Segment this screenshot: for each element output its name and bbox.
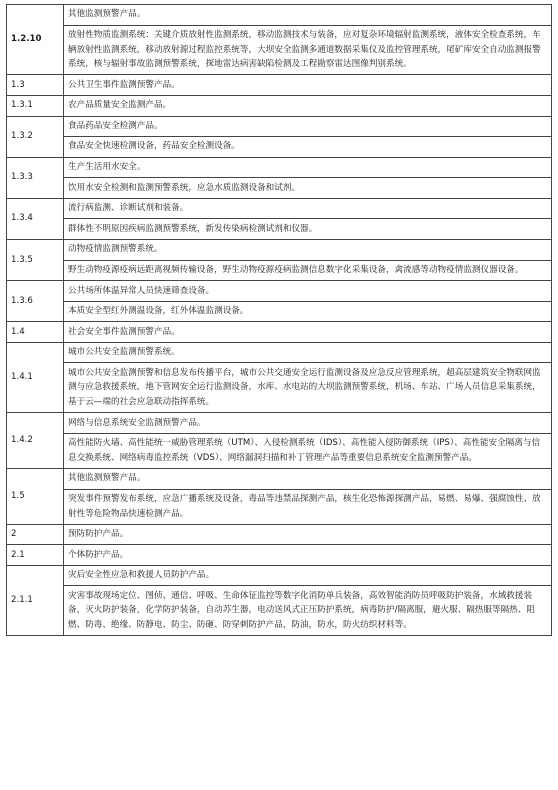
category-detail-cell: 放射性物质监测系统：关键介质放射性监测系统，移动监测技术与装备，应对复杂环境辐射监测系统，液体安全检查系统，车辆放射性监测系统，移动放射源过程监控系统等，大坝安全监测多通道数据采集仪及监控管理系统，尾矿库安全自动监测报警系统，核与辐射事故监测预警系统，探地雷达病害缺陷检测及工程勘察雷达图像判别系统。 — [64, 25, 552, 75]
table-row — [7, 565, 552, 586]
category-code-cell: 1.3 — [7, 75, 64, 96]
category-code-cell: 2 — [7, 524, 64, 545]
category-title-cell: 其他监测预警产品。 — [64, 468, 552, 489]
table-row — [7, 178, 552, 199]
table-row — [7, 433, 552, 468]
table-row — [7, 116, 552, 137]
category-title-cell: 灾后安全性应急和救援人员防护产品。 — [64, 565, 552, 586]
category-title-cell: 动物疫情监测预警系统。 — [64, 239, 552, 260]
category-detail-cell: 灾害事故现场定位、图侦、通信、呼吸、生命体征监控等数字化消防单兵装备，高效智能消防员呼吸防护装备，水域救援装备，灭火防护装备，化学防护装备，自动苏生器，电动送风式正压防护系统，病毒防护/隔离服，避火服、隔热服等隔热、阻燃、防毒、绝缘、防静电、防尘、防砸、防穿刺防护产品，防油，防水，防火纺织材料等。 — [64, 586, 552, 636]
category-detail-cell: 野生动物疫源疫病远距离视频传输设备，野生动物疫源疫病监测信息数字化采集设备，禽流感等动物疫情监测仪器设备。 — [64, 260, 552, 281]
table-row — [7, 137, 552, 158]
category-code-cell: 1.3.6 — [7, 281, 64, 322]
category-title-cell: 流行病监测、诊断试剂和装备。 — [64, 198, 552, 219]
category-code-cell: 1.4 — [7, 322, 64, 343]
category-detail-cell: 食品安全快速检测设备，药品安全检测设备。 — [64, 137, 552, 158]
table-row — [7, 342, 552, 363]
category-code-cell: 1.3.3 — [7, 157, 64, 198]
table-row — [7, 198, 552, 219]
category-title-cell: 预防防护产品。 — [64, 524, 552, 545]
table-row — [7, 489, 552, 524]
table-row — [7, 301, 552, 322]
category-detail-cell: 本质安全型红外测温设备，红外体温监测设备。 — [64, 301, 552, 322]
category-title-cell: 农产品质量安全监测产品。 — [64, 95, 552, 116]
category-code-cell: 1.3.2 — [7, 116, 64, 157]
category-code-cell: 1.3.5 — [7, 239, 64, 280]
table-body — [7, 5, 552, 636]
table-row — [7, 363, 552, 413]
category-detail-cell: 饮用水安全检测和监测预警系统，应急水质监测设备和试剂。 — [64, 178, 552, 199]
table-row — [7, 157, 552, 178]
table-row — [7, 468, 552, 489]
category-title-cell: 食品药品安全检测产品。 — [64, 116, 552, 137]
table-row — [7, 95, 552, 116]
category-code-cell: 1.3.1 — [7, 95, 64, 116]
document-page — [6, 4, 552, 636]
table-row — [7, 239, 552, 260]
category-code-cell: 1.4.2 — [7, 413, 64, 469]
table-row — [7, 25, 552, 75]
table-row — [7, 322, 552, 343]
category-title-cell: 城市公共安全监测预警系统。 — [64, 342, 552, 363]
table-row — [7, 545, 552, 566]
table-row — [7, 413, 552, 434]
category-code-cell: 2.1.1 — [7, 565, 64, 635]
category-detail-cell: 突发事件预警发布系统，应急广播系统及设备，毒品等违禁品探测产品，核生化恐怖源探测产品，易燃、易爆、强腐蚀性、放射性等危险物品快速检测产品。 — [64, 489, 552, 524]
category-title-cell: 个体防护产品。 — [64, 545, 552, 566]
table-row — [7, 5, 552, 26]
category-title-cell: 公共卫生事件监测预警产品。 — [64, 75, 552, 96]
category-code-cell: 2.1 — [7, 545, 64, 566]
category-code-cell: 1.3.4 — [7, 198, 64, 239]
category-detail-cell: 群体性不明原因疾病监测预警系统，新发传染病检测试剂和仪器。 — [64, 219, 552, 240]
category-code-cell: 1.4.1 — [7, 342, 64, 412]
category-title-cell: 其他监测预警产品。 — [64, 5, 552, 26]
category-title-cell: 社会安全事件监测预警产品。 — [64, 322, 552, 343]
table-row — [7, 260, 552, 281]
table-row — [7, 586, 552, 636]
table-row — [7, 219, 552, 240]
category-title-cell: 生产生活用水安全。 — [64, 157, 552, 178]
table-row — [7, 281, 552, 302]
category-detail-cell: 高性能防火墙、高性能统一威胁管理系统（UTM）、入侵检测系统（IDS）、高性能入侵防御系统（IPS）、高性能安全隔离与信息交换系统、网络病毒监控系统（VDS）、网络漏洞扫描和补丁管理产品等重要信息系统安全监测预警产品。 — [64, 433, 552, 468]
category-code-cell: 1.5 — [7, 468, 64, 524]
category-code-cell: 1.2.10 — [7, 5, 64, 75]
table-row — [7, 524, 552, 545]
category-title-cell: 公共场所体温异常人员快速筛查设备。 — [64, 281, 552, 302]
table-row — [7, 75, 552, 96]
category-detail-cell: 城市公共安全监测预警和信息发布传播平台，城市公共交通安全运行监测设备及应急反应管理系统，超高层建筑安全物联网监测与应急救援系统，地下管网安全运行监测设备，水库、水电站的大坝监测预警系统，机场、车站、广场人员信息采集系统，基于云—端的社会应急联动指挥系统。 — [64, 363, 552, 413]
category-title-cell: 网络与信息系统安全监测预警产品。 — [64, 413, 552, 434]
product-catalog-table — [6, 4, 552, 636]
